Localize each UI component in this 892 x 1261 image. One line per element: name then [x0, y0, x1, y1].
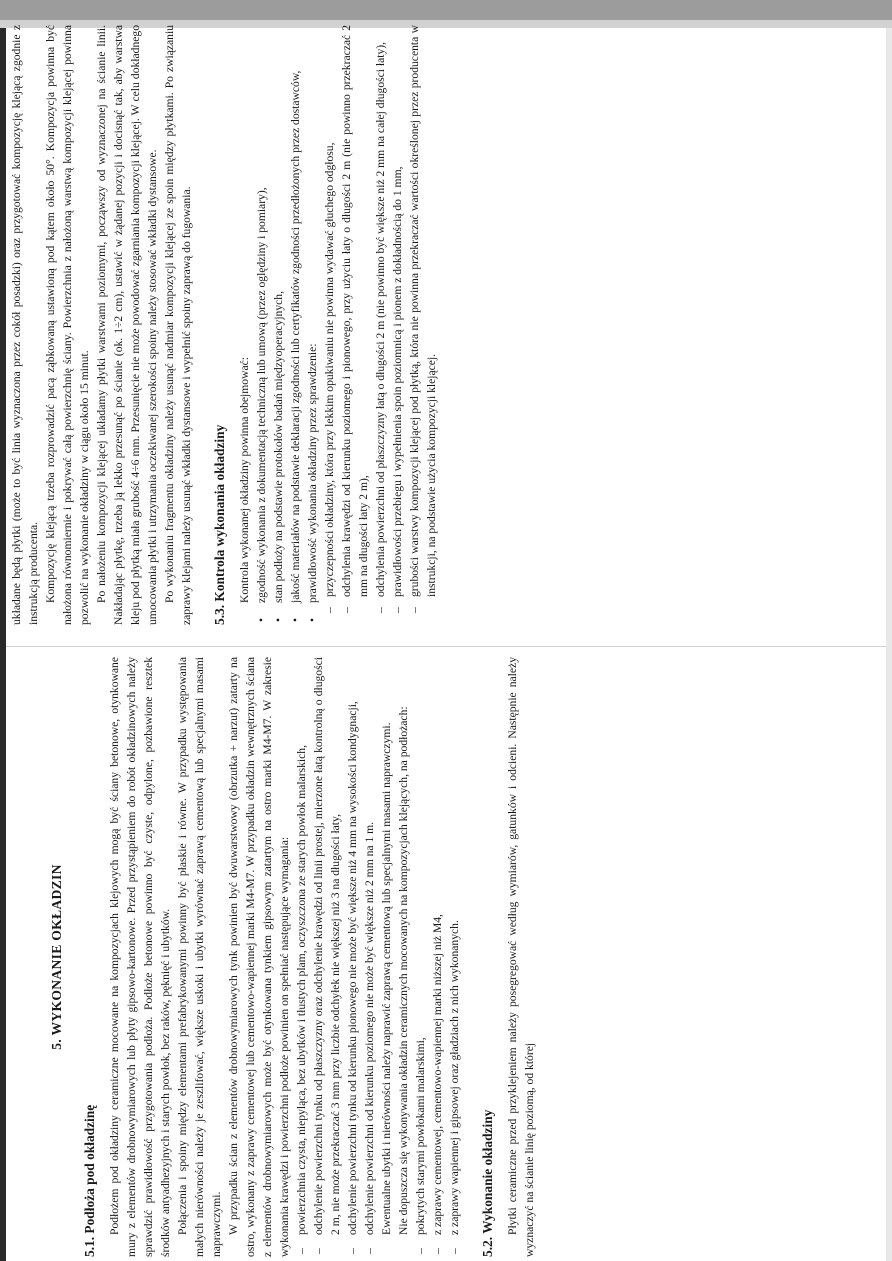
requirements-list [293, 657, 378, 1257]
column-gutter [6, 646, 886, 647]
list-item: • prawidłowość wykonania okładziny przez sprawdzenie: [306, 343, 319, 622]
paragraph: Podłożem pod okładziny ceramiczne mocowane na kompozycjach klejowych mogą być ściany betonowe, otynkowane mury z elementów drobnowymiarowych lub płyty gipsowo-kartonowe. Przed przystąpieniem do robót okładzinowych należy sprawdzić prawidłowość przygotowania podłoża. Podłoże betonowe powinno być czyste, odpylone, pozbawione resztek środków antyadhezyjnych i starych powłok, bez raków, pęknięć i ubytków. [108, 657, 172, 1257]
paragraph: Kompozycję klejącą trzeba rozprowadzić pacą ząbkowaną ustawioną pod kątem około 50°. Kompozycja powinna być nałożona równomiernie i pokrywać całą powierzchnię ściany. Powierzchnia z nałożoną warstwą kompozycji klejącej powinna pozwolić na wykonanie okładziny w ciągu około 15 minut. [44, 25, 91, 625]
paragraph: Kontrola wykonanej okładziny powinna obejmować: [238, 357, 251, 603]
list-item: – odchylenie powierzchni tynku od płaszczyzny oraz odchylenie krawędzi od linii prostej, mierzone łatą kontrolną o długości 2 m, nie może przekraczać 3 mm przy liczbie odchyłek nie większej niż 3 na długości łaty, [312, 657, 342, 1254]
paragraph: W przypadku ścian z elementów drobnowymiarowych tynk powinien być dwuwarstwowy (obrzutka + narzut) zatarty na ostro, wykonany z zaprawy cementowej lub cementowo-wapiennej marki M4-M7. W przypadku okładzin wewnętrznych ściana z elementów drobnowymiarowych może być otynkowana tynkiem gipsowym zatartym na ostro marki M4-M7. W zakresie wykonania krawędzi i powierzchni podłoże powinien on spełniać następujące wymagania: [227, 657, 291, 1257]
paragraph: Po nałożeniu kompozycji klejącej układamy płytki warstwami poziomymi, począwszy od wyznaczonej na ścianie linii. Nakładając płytkę, trzeba ją lekko przesunąć po ścianie (ok. 1÷2 cm), ustawić w żądanej pozycji i docisnąć tak, aby warstwa kleju pod płytką miała grubość 4÷6 mm. Przesunięcie nie może powodować zgarniania kompozycji klejącej. W celu dokładnego umocowania płytki i utrzymania oczekiwanej szerokości spoiny należy stosować wkładki dystansowe. [95, 25, 159, 625]
paragraph: Połączenia i spoiny między elementami prefabrykowanymi powinny być płaskie i równe. W przypadku występowania małych nierówności należy je zeszlifować, większe uskoki i ubytki wyrównać zaprawą cementową lub specjalnymi masami naprawczymi. [176, 657, 223, 1257]
control-scope-list [253, 25, 321, 625]
left-column [24, 657, 538, 1257]
chapter-title: 5. WYKONANIE OKŁADZIN [49, 864, 64, 1050]
paragraph: Nie dopuszcza się wykonywania okładzin ceramicznych mocowanych na kompozycjach klejących, na podłożach: [397, 706, 410, 1235]
scan-right-edge [886, 28, 892, 1261]
list-item: • zgodność wykonania z dokumentacją techniczną lub umową (przez oględziny i pomiary), [255, 187, 268, 622]
scan-top-border [0, 0, 892, 20]
list-item: – przyczepności okładziny, która przy lekkim opukiwaniu nie powinna wydawać głuchego odgłosu, [323, 142, 336, 613]
inspection-checks-list [321, 25, 440, 625]
forbidden-substrates-list [412, 657, 463, 1257]
rotated-page [6, 25, 886, 1261]
paragraph: Po wykonaniu fragmentu okładziny należy usunąć nadmiar kompozycji klejącej ze spoin między płytkami. Po związaniu zaprawy klejami należy usunąć wkładki dystansowe i wypełnić spoiny zaprawą do fugowania. [163, 25, 193, 625]
list-item: – odchylenia krawędzi od kierunku poziomego i pionowego, przy użyciu łaty o długości 2 m (nie powinno przekraczać 2 mm na długości łaty 2 m), [340, 25, 370, 613]
right-column [8, 25, 440, 625]
paragraph: Ewentualne ubytki i nierówności należy naprawić zaprawą cementową lub specjalnymi masami naprawczymi. [380, 722, 393, 1235]
list-item: – odchylenie powierzchni od kierunku poziomego nie może być większe niż 2 mm na 1 m. [363, 821, 376, 1254]
list-item: • jakość materiałów na podstawie deklaracji zgodności lub certyfikatów zgodności przedłożonych przez dostawców, [289, 70, 302, 622]
section-5-2-title: 5.2. Wykonanie okładziny [480, 1109, 495, 1257]
list-item: – z zaprawy wapiennej i gipsowej oraz gładziach z nich wykonanych. [448, 920, 461, 1254]
list-item: – z zaprawy cementowej, cementowo-wapiennej marki niższej niż M4, [431, 914, 444, 1254]
list-item: – powierzchnia czysta, niepyląca, bez ubytków i tłustych plam, oczyszczona ze starych powłok malarskich, [295, 745, 308, 1254]
list-item: – prawidłowości przebiegu i wypełnienia spoin poziomnicą i pionem z dokładnością do 1 mm, [391, 166, 404, 613]
list-item: – grubości warstwy kompozycji klejącej pod płytką, która nie powinna przekraczać wartości określonej przez producenta w instrukcji, na podstawie użycia kompozycji klejącej. [408, 25, 438, 613]
section-5-3-title: 5.3. Kontrola wykonania okładziny [212, 424, 227, 625]
paragraph: Płytki ceramiczne przed przyklejeniem należy posegregować według wymiarów, gatunków i odcieni. Następnie należy wyznaczyć na ścianie linię poziomą, od której [506, 657, 536, 1257]
list-item: – pokrytych starymi powłokami malarskimi, [414, 1037, 427, 1254]
list-item: – odchylenia powierzchni od płaszczyzny łatą o długości 2 m (nie powinno być większe niż 2 mm na całej długości łaty), [374, 41, 387, 613]
list-item: – odchylenie powierzchni tynku od kierunku pionowego nie może być większe niż 4 mm na wysokości kondygnacji, [346, 701, 359, 1254]
paragraph: układane będą płytki (może to być linia wyznaczona przez cokół posadzki) oraz przygotować kompozycję klejącą zgodnie z instrukcją producenta. [10, 25, 40, 625]
section-5-1-title: 5.1. Podłoża pod okładzinę [82, 1104, 97, 1257]
list-item: • stan podłoży na podstawie protokołów badań międzyoperacyjnych, [272, 291, 285, 622]
